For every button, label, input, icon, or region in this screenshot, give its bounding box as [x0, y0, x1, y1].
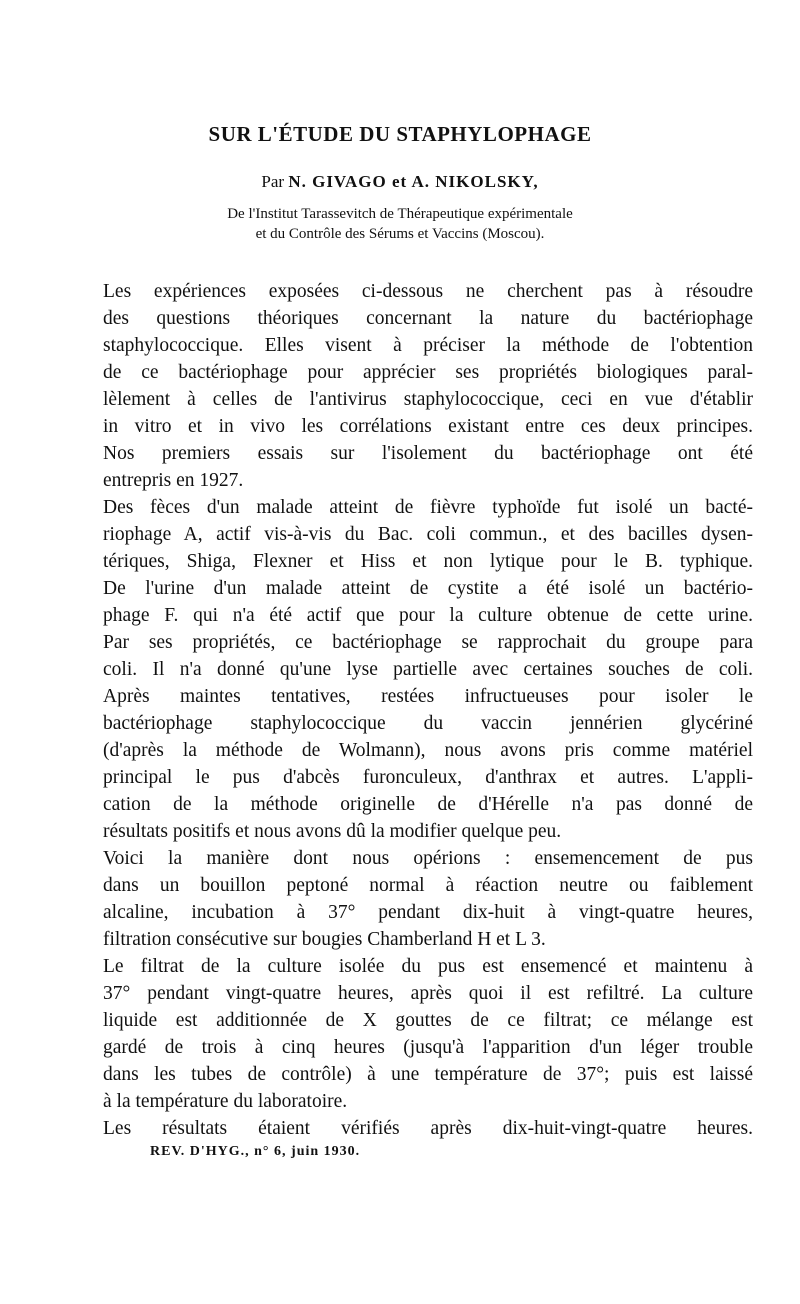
body-line: résultats positifs et nous avons dû la modifier quelque peu. [103, 821, 562, 842]
byline-authors: N. GIVAGO et A. NIKOLSKY, [288, 172, 539, 191]
body-line: lèlement à celles de l'antivirus staphylococcique, ceci en vue d'établir [103, 389, 753, 410]
body-line: alcaline, incubation à 37° pendant dix-huit à vingt-quatre heures, [103, 902, 753, 923]
body-line: Le filtrat de la culture isolée du pus est ensemencé et maintenu à [103, 956, 753, 977]
body-line: Les résultats étaient vérifiés après dix-huit-vingt-quatre heures. [103, 1118, 753, 1139]
body-line: tériques, Shiga, Flexner et Hiss et non lytique pour le B. typhique. [103, 551, 753, 572]
body-line: Des fèces d'un malade atteint de fièvre typhoïde fut isolé un bacté- [103, 497, 753, 518]
body-line: de ce bactériophage pour apprécier ses propriétés biologiques paral- [103, 362, 753, 383]
body-line: Nos premiers essais sur l'isolement du bactériophage ont été [103, 443, 753, 464]
body-line: in vitro et in vivo les corrélations existant entre ces deux principes. [103, 416, 753, 437]
body-line: phage F. qui n'a été actif que pour la culture obtenue de cette urine. [103, 605, 753, 626]
body-line: filtration consécutive sur bougies Chamberland H et L 3. [103, 929, 546, 950]
body-line: Après maintes tentatives, restées infructueuses pour isoler le [103, 686, 753, 707]
body-line: dans un bouillon peptoné normal à réaction neutre ou faiblement [103, 875, 753, 896]
body-line: liquide est additionnée de X gouttes de ce filtrat; ce mélange est [103, 1010, 753, 1031]
body-line: Les expériences exposées ci-dessous ne cherchent pas à résoudre [103, 281, 753, 302]
body-line: bactériophage staphylococcique du vaccin jennérien glycériné [103, 713, 753, 734]
body-line: dans les tubes de contrôle) à une température de 37°; puis est laissé [103, 1064, 753, 1085]
body-line: principal le pus d'abcès furonculeux, d'anthrax et autres. L'appli- [103, 767, 753, 788]
body-line: (d'après la méthode de Wolmann), nous avons pris comme matériel [103, 740, 753, 761]
byline-prefix: Par [261, 172, 285, 191]
body-line: Voici la manière dont nous opérions : ensemencement de pus [103, 848, 753, 869]
affiliation-line-2: et du Contrôle des Sérums et Vaccins (Moscou). [255, 226, 545, 242]
body-line: riophage A, actif vis-à-vis du Bac. coli commun., et des bacilles dysen- [103, 524, 753, 545]
body-line: gardé de trois à cinq heures (jusqu'à l'apparition d'un léger trouble [103, 1037, 753, 1058]
body-line: Par ses propriétés, ce bactériophage se rapprochait du groupe para [103, 632, 753, 653]
byline [0, 172, 800, 192]
journal-footer: REV. D'HYG., n° 6, juin 1930. [150, 1144, 361, 1159]
body-line: entrepris en 1927. [103, 470, 244, 491]
body-line: coli. Il n'a donné qu'une lyse partielle avec certaines souches de coli. [103, 659, 753, 680]
affiliation-line-1: De l'Institut Tarassevitch de Thérapeutique expérimentale [227, 206, 573, 222]
body-line: staphylococcique. Elles visent à préciser la méthode de l'obtention [103, 335, 753, 356]
body-line: à la température du laboratoire. [103, 1091, 348, 1112]
body-line: cation de la méthode originelle de d'Hérelle n'a pas donné de [103, 794, 753, 815]
body-line: 37° pendant vingt-quatre heures, après quoi il est refiltré. La culture [103, 983, 753, 1004]
body-line: des questions théoriques concernant la nature du bactériophage [103, 308, 753, 329]
body-line: De l'urine d'un malade atteint de cystite a été isolé un bactério- [103, 578, 753, 599]
article-title: SUR L'ÉTUDE DU STAPHYLOPHAGE [208, 122, 592, 146]
